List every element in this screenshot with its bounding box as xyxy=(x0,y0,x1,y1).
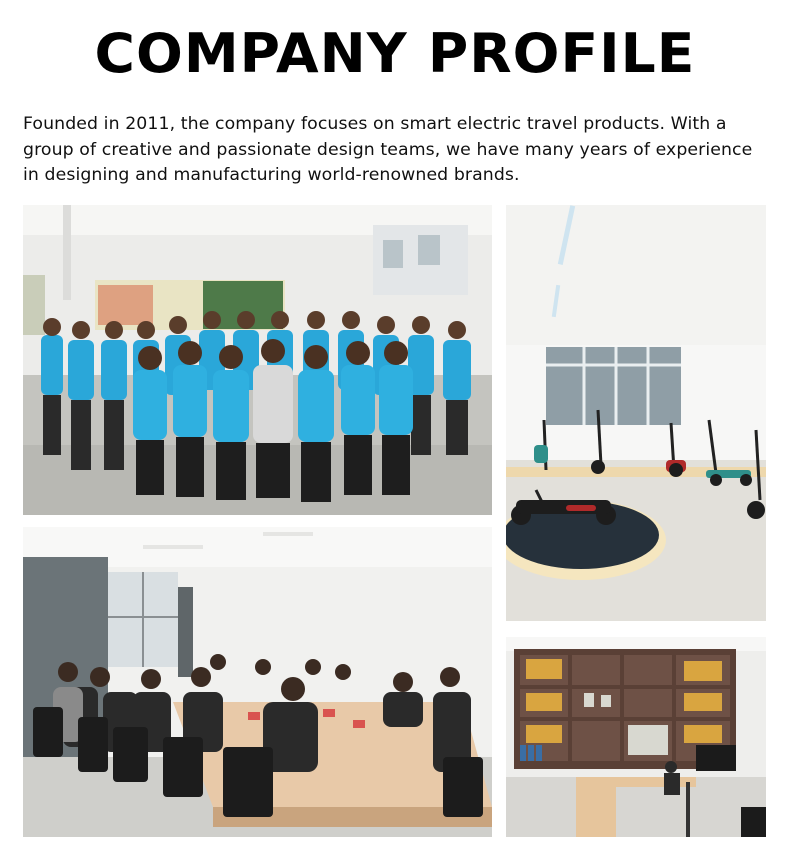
page-title: COMPANY PROFILE xyxy=(94,22,696,85)
meeting-room-photo xyxy=(23,527,492,837)
showroom-illustration xyxy=(506,205,766,621)
meeting-illustration xyxy=(23,527,492,837)
office-photo xyxy=(506,637,766,837)
office-illustration xyxy=(506,637,766,837)
team-photo-illustration xyxy=(23,205,492,515)
intro-paragraph: Founded in 2011, the company focuses on smart electric travel products. With a group of creative and passionate design teams, we have many years of experience in designing and manufacturing world-renowned brands. xyxy=(23,114,753,185)
team-photo xyxy=(23,205,492,515)
scooter-showroom-photo xyxy=(506,205,766,621)
